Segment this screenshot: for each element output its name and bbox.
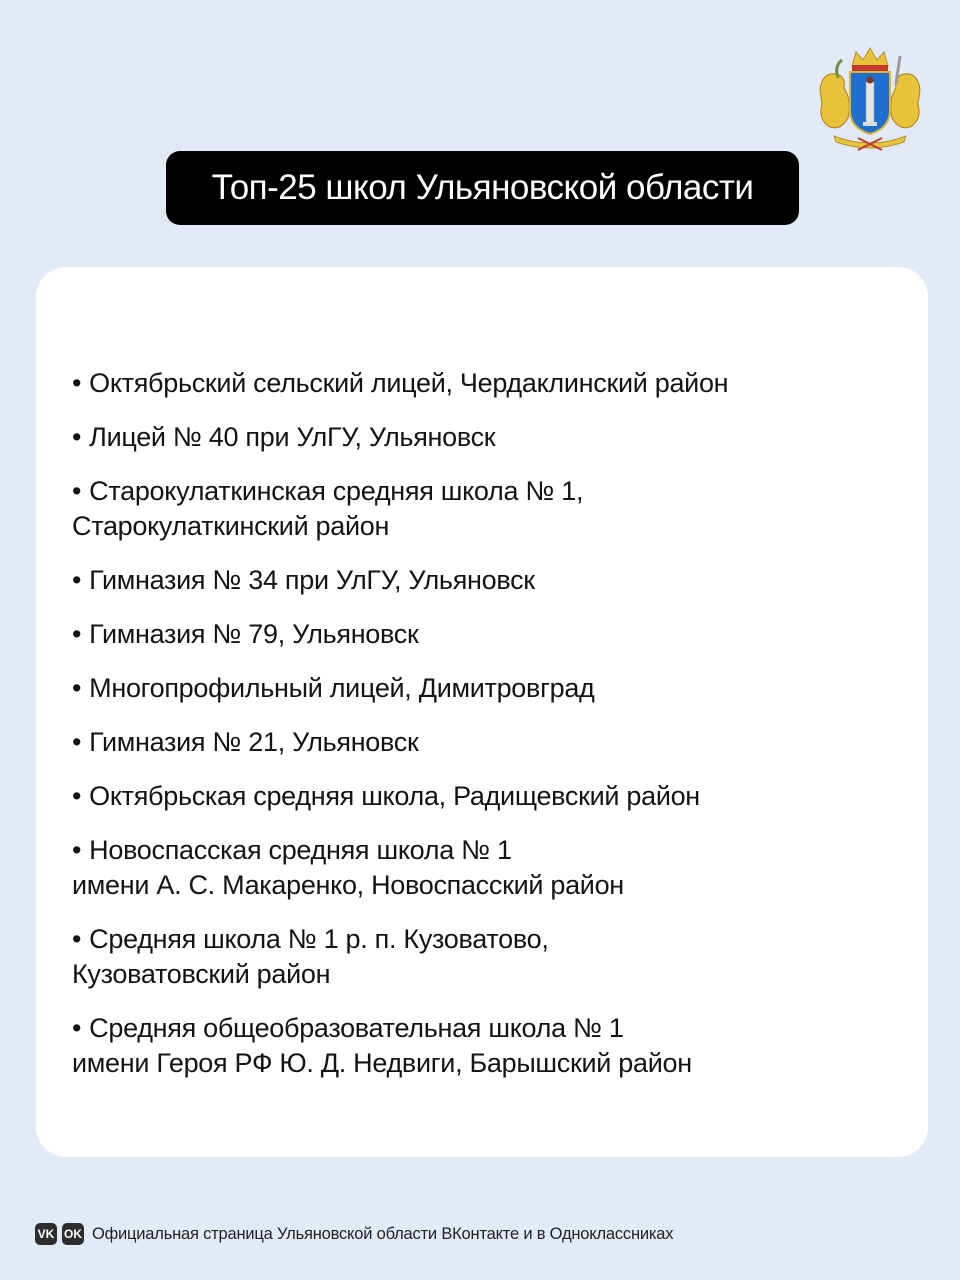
vk-icon[interactable]: VK [35,1223,57,1245]
bullet-icon: • [72,781,82,811]
footer [35,1222,673,1246]
list-item: • Октябрьский сельский лицей, Чердаклинский район [72,368,729,398]
list-item: • Старокулаткинская средняя школа № 1, Старокулаткинский район [72,476,584,541]
bullet-icon: • [72,727,82,757]
list-item: • Средняя общеобразовательная школа № 1 имени Героя РФ Ю. Д. Недвиги, Барышский район [72,1013,692,1078]
odnoklassniki-icon[interactable]: OK [62,1223,84,1245]
bullet-icon: • [72,619,82,649]
bullet-icon: • [72,368,82,398]
list-item: • Гимназия № 34 при УлГУ, Ульяновск [72,565,535,595]
list-item: • Октябрьская средняя школа, Радищевский район [72,781,700,811]
coat-of-arms-emblem [812,40,928,152]
list-item: • Новоспасская средняя школа № 1 имени А. С. Макаренко, Новоспасский район [72,835,624,900]
coat-of-arms-icon [812,40,928,152]
bullet-icon: • [72,476,82,506]
bullet-icon: • [72,673,82,703]
bullet-icon: • [72,422,82,452]
bullet-icon: • [72,924,82,954]
list-item: • Гимназия № 21, Ульяновск [72,727,419,757]
page-title: Топ-25 школ Ульяновской области [211,168,754,207]
schools-list [72,366,892,1100]
footer-text: Официальная страница Ульяновской области ВКонтакте и в Одноклассниках [92,1224,674,1243]
bullet-icon: • [72,565,82,595]
title-banner [166,151,799,225]
list-item: • Гимназия № 79, Ульяновск [72,619,419,649]
list-item: • Лицей № 40 при УлГУ, Ульяновск [72,422,496,452]
list-item: • Многопрофильный лицей, Димитровград [72,673,595,703]
bullet-icon: • [72,835,82,865]
list-item: • Средняя школа № 1 р. п. Кузоватово, Кузоватовский район [72,924,549,989]
bullet-icon: • [72,1013,82,1043]
